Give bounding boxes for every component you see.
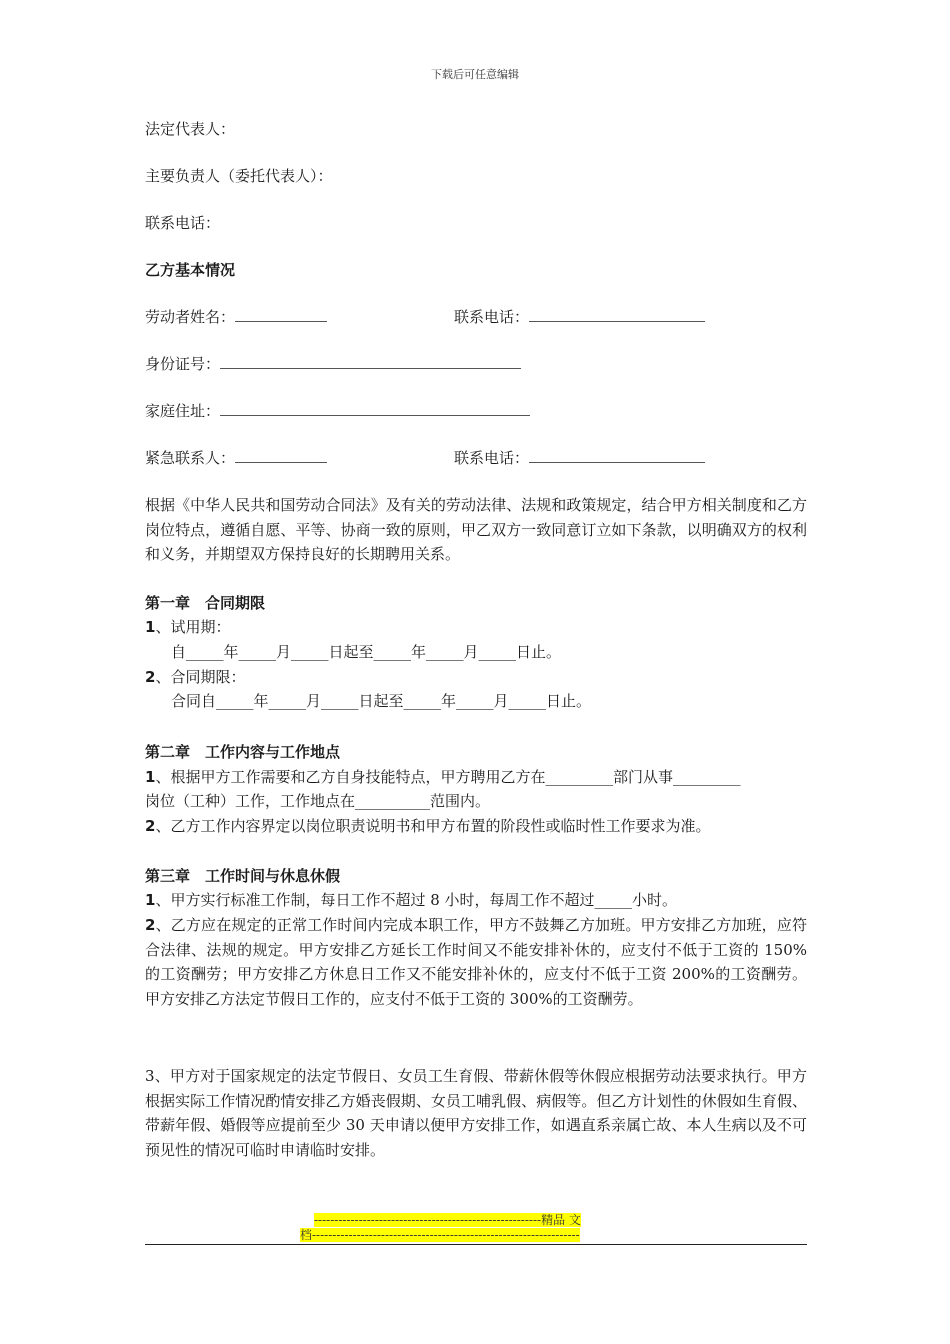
home-address-label: 家庭住址：: [145, 402, 221, 420]
chapter1-item1: [145, 616, 230, 638]
worker-name-label: 劳动者姓名：: [145, 308, 236, 326]
emergency-phone-label: 联系电话：: [454, 449, 530, 467]
party-b-section-title: 乙方基本情况: [145, 261, 236, 279]
emergency-contact-label: 紧急联系人：: [145, 449, 236, 467]
id-number-row: [145, 353, 521, 375]
intro-paragraph: 根据《中华人民共和国劳动合同法》及有关的劳动法律、法规和政策规定，结合甲方相关制度和乙方岗位特点，遵循自愿、平等、协商一致的原则，甲乙双方一致同意订立如下条款，以明确双方的权利和义务，并期望双方保持良好的长期聘用关系。: [145, 496, 807, 563]
footer-line-2: 档------------------------------------------------------------------: [300, 1228, 580, 1242]
header-note: 下载后可任意编辑: [431, 68, 519, 81]
worker-name-field[interactable]: [235, 307, 327, 322]
worker-phone-label: 联系电话：: [454, 308, 530, 326]
emergency-phone-row: [454, 447, 705, 469]
chapter3-item2-text: 、乙方应在规定的正常工作时间内完成本职工作，甲方不鼓舞乙方加班。甲方安排乙方加班，应符合法律、法规的规定。甲方安排乙方延长工作时间又不能安排补休的，应支付不低于工资的 150%的工资酬劳；甲方安排乙方休息日工作又不能安排补休的，应支付不低于工资 200%的工资酬劳。甲方安排乙方法定节假日工作的，应支付不低于工资的 300%的工资酬劳。: [145, 916, 807, 1008]
worker-phone-row: [454, 306, 705, 328]
chapter3-item1-text: 、甲方实行标准工作制，每日工作不超过 8 小时，每周工作不超过_____小时。: [155, 891, 678, 909]
home-address-row: [145, 400, 530, 422]
emergency-phone-field[interactable]: [529, 448, 705, 463]
party-a-phone-label: 联系电话：: [145, 214, 221, 232]
chapter3-item1: [145, 889, 677, 911]
emergency-contact-row: [145, 447, 327, 469]
worker-name-row: [145, 306, 327, 328]
footer-rule: [145, 1244, 807, 1245]
chapter3-title: 第三章 工作时间与休息休假: [145, 867, 341, 885]
probation-period-line: 自_____年_____月_____日起至_____年_____月_____日止。: [171, 643, 562, 661]
chapter1-item2: [145, 666, 245, 688]
chapter1-item1-label: 、试用期：: [155, 618, 231, 636]
footer-watermark: [300, 1213, 648, 1243]
legal-representative-label: 法定代表人：: [145, 120, 236, 138]
id-number-label: 身份证号：: [145, 355, 221, 373]
chapter1-title: 第一章 合同期限: [145, 594, 266, 612]
chapter2-item2-number: 2: [145, 817, 156, 835]
principal-label: 主要负责人（委托代表人）：: [145, 167, 333, 185]
chapter3-item2: [145, 913, 807, 1011]
chapter1-item2-number: 2: [145, 668, 156, 686]
chapter3-item3: 3、甲方对于国家规定的法定节假日、女员工生育假、带薪休假等休假应根据劳动法要求执行。甲方根据实际工作情况酌情安排乙方婚丧假期、女员工哺乳假、病假等。但乙方计划性的休假如生育假、带薪年假、婚假等应提前至少 30 天申请以便甲方安排工作，如遇直系亲属亡故、本人生病以及不可预见性的情况可临时申请临时安排。: [145, 1067, 807, 1159]
chapter2-item1-text-b: 岗位（工种）工作，工作地点在__________范围内。: [145, 792, 491, 810]
chapter1-item2-label: 、合同期限：: [155, 668, 246, 686]
chapter3-item1-number: 1: [145, 891, 156, 909]
worker-phone-field[interactable]: [529, 307, 705, 322]
chapter2-title: 第二章 工作内容与工作地点: [145, 743, 341, 761]
home-address-field[interactable]: [220, 401, 530, 416]
chapter2-item2-text: 、乙方工作内容界定以岗位职责说明书和甲方布置的阶段性或临时性工作要求为准。: [155, 817, 711, 835]
emergency-contact-field[interactable]: [235, 448, 327, 463]
chapter2-item1-text-a: 、根据甲方工作需要和乙方自身技能特点，甲方聘用乙方在_________部门从事_________: [155, 768, 741, 786]
chapter2-item1-number: 1: [145, 768, 156, 786]
chapter2-item2: [145, 815, 710, 837]
chapter1-item1-number: 1: [145, 618, 156, 636]
contract-period-line: 合同自_____年_____月_____日起至_____年_____月_____日止。: [171, 692, 592, 710]
footer-line-1: --------------------------------------------------------精品 文: [314, 1213, 581, 1227]
chapter2-item1-line1: [145, 766, 740, 788]
chapter3-item2-number: 2: [145, 916, 156, 934]
id-number-field[interactable]: [220, 354, 521, 369]
